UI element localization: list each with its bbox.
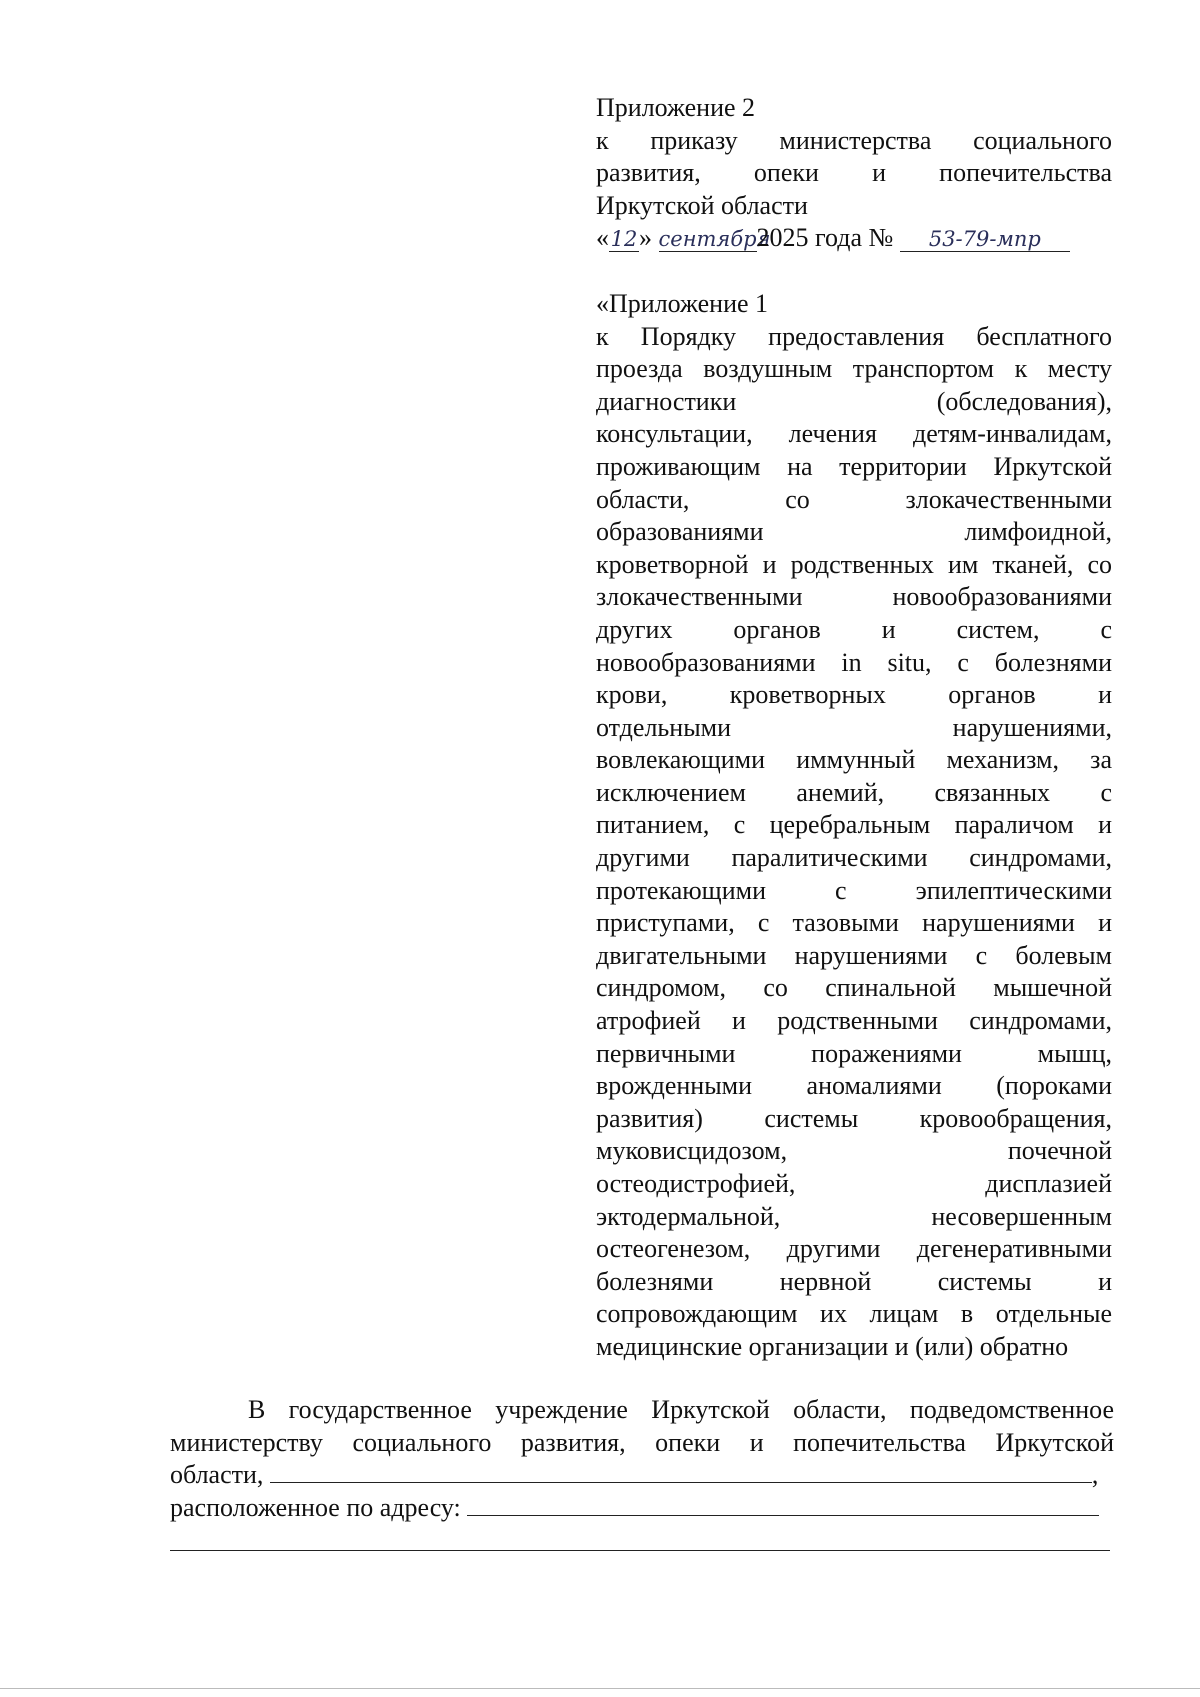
appendix1-line: новообразованиями in situ, с болезнями bbox=[596, 647, 1112, 677]
appendix1-title: «Приложение 1 bbox=[596, 288, 769, 318]
scan-edge-line bbox=[0, 1688, 1200, 1689]
appendix1-line: протекающими с эпилептическими bbox=[596, 875, 1112, 905]
address-label: расположенное по адресу: bbox=[170, 1492, 461, 1522]
appendix1-line: проживающим на территории Иркутской bbox=[596, 451, 1112, 481]
appendix1-line: крови, кроветворных органов и bbox=[596, 680, 1112, 710]
appendix1-line: синдромом, со спинальной мышечной bbox=[596, 973, 1112, 1003]
appendix1-line: злокачественными новообразованиями bbox=[596, 582, 1112, 612]
appendix1-line: диагностики (обследования), bbox=[596, 386, 1112, 416]
institution-comma: , bbox=[1091, 1460, 1099, 1490]
date-close-quote: » bbox=[639, 223, 659, 253]
appendix1-line: кроветворной и родственных им тканей, со bbox=[596, 549, 1112, 579]
date-year-text: 2025 года № bbox=[756, 223, 894, 253]
appendix1-line: консультации, лечения детям-инвалидам, bbox=[596, 419, 1112, 449]
appendix1-line: развития) системы кровообращения, bbox=[596, 1103, 1112, 1133]
addressee-block bbox=[170, 1394, 1114, 1551]
appendix1-line: остеогенезом, другими дегенеративными bbox=[596, 1234, 1112, 1264]
date-open-quote: « bbox=[596, 223, 609, 253]
appendix1-line: эктодермальной, несовершенным bbox=[596, 1201, 1112, 1231]
spacer bbox=[596, 255, 1112, 288]
appendix1-line: врожденными аномалиями (пороками bbox=[596, 1071, 1112, 1101]
appendix1-line: питанием, с церебральным параличом и bbox=[596, 810, 1112, 840]
addressee-line: министерству социального развития, опеки и попечительства Иркутской bbox=[170, 1427, 1114, 1457]
appendix1-line: вовлекающими иммунный механизм, за bbox=[596, 745, 1112, 775]
appendix1-line: других органов и систем, с bbox=[596, 614, 1112, 644]
address-fill-field-continued[interactable] bbox=[170, 1524, 1110, 1551]
appendix1-line: исключением анемий, связанных с bbox=[596, 777, 1112, 807]
appendix1-line: первичными поражениями мышц, bbox=[596, 1038, 1112, 1068]
institution-fill-field[interactable] bbox=[270, 1460, 1092, 1483]
appendix1-line: атрофией и родственными синдромами, bbox=[596, 1006, 1112, 1036]
appendix1-line: проезда воздушным транспортом к месту bbox=[596, 354, 1112, 384]
appendix1-line: муковисцидозом, почечной bbox=[596, 1136, 1112, 1166]
appendix1-line: отдельными нарушениями, bbox=[596, 712, 1112, 742]
address-fill-field[interactable] bbox=[467, 1493, 1099, 1516]
appendix1-line: к Порядку предоставления бесплатного bbox=[596, 321, 1112, 351]
appendix1-line: двигательными нарушениями с болевым bbox=[596, 940, 1112, 970]
appendix-title: Приложение 2 bbox=[596, 93, 756, 122]
appendix-header bbox=[596, 92, 1112, 1364]
address-line bbox=[170, 1492, 1114, 1525]
appendix1-line: образованиями лимфоидной, bbox=[596, 517, 1112, 547]
date-month-handwritten: сентября bbox=[658, 227, 771, 252]
appendix1-line: медицинские организации и (или) обратно bbox=[596, 1331, 1069, 1361]
appendix1-line: приступами, с тазовыми нарушениями и bbox=[596, 908, 1112, 938]
addressee-line: В государственное учреждение Иркутской области, подведомственное bbox=[248, 1395, 1114, 1424]
order-line: развития, опеки и попечительства bbox=[596, 158, 1112, 188]
institution-label: области, bbox=[170, 1460, 264, 1490]
appendix1-line: сопровождающим их лицам в отдельные bbox=[596, 1299, 1112, 1329]
appendix1-line: остеодистрофией, дисплазией bbox=[596, 1169, 1112, 1198]
order-line: Иркутской области bbox=[596, 190, 808, 220]
appendix1-text bbox=[596, 321, 1112, 1364]
order-date-line bbox=[596, 222, 1112, 255]
order-line: к приказу министерства социального bbox=[596, 125, 1112, 155]
appendix1-line: области, со злокачественными bbox=[596, 484, 1112, 514]
appendix1-line: другими паралитическими синдромами, bbox=[596, 843, 1112, 873]
addressee-institution-line bbox=[170, 1459, 1114, 1492]
date-day-handwritten: 12 bbox=[610, 227, 638, 252]
order-number-handwritten: 53-79-мпр bbox=[900, 227, 1070, 252]
appendix1-line: болезнями нервной системы и bbox=[596, 1266, 1112, 1296]
